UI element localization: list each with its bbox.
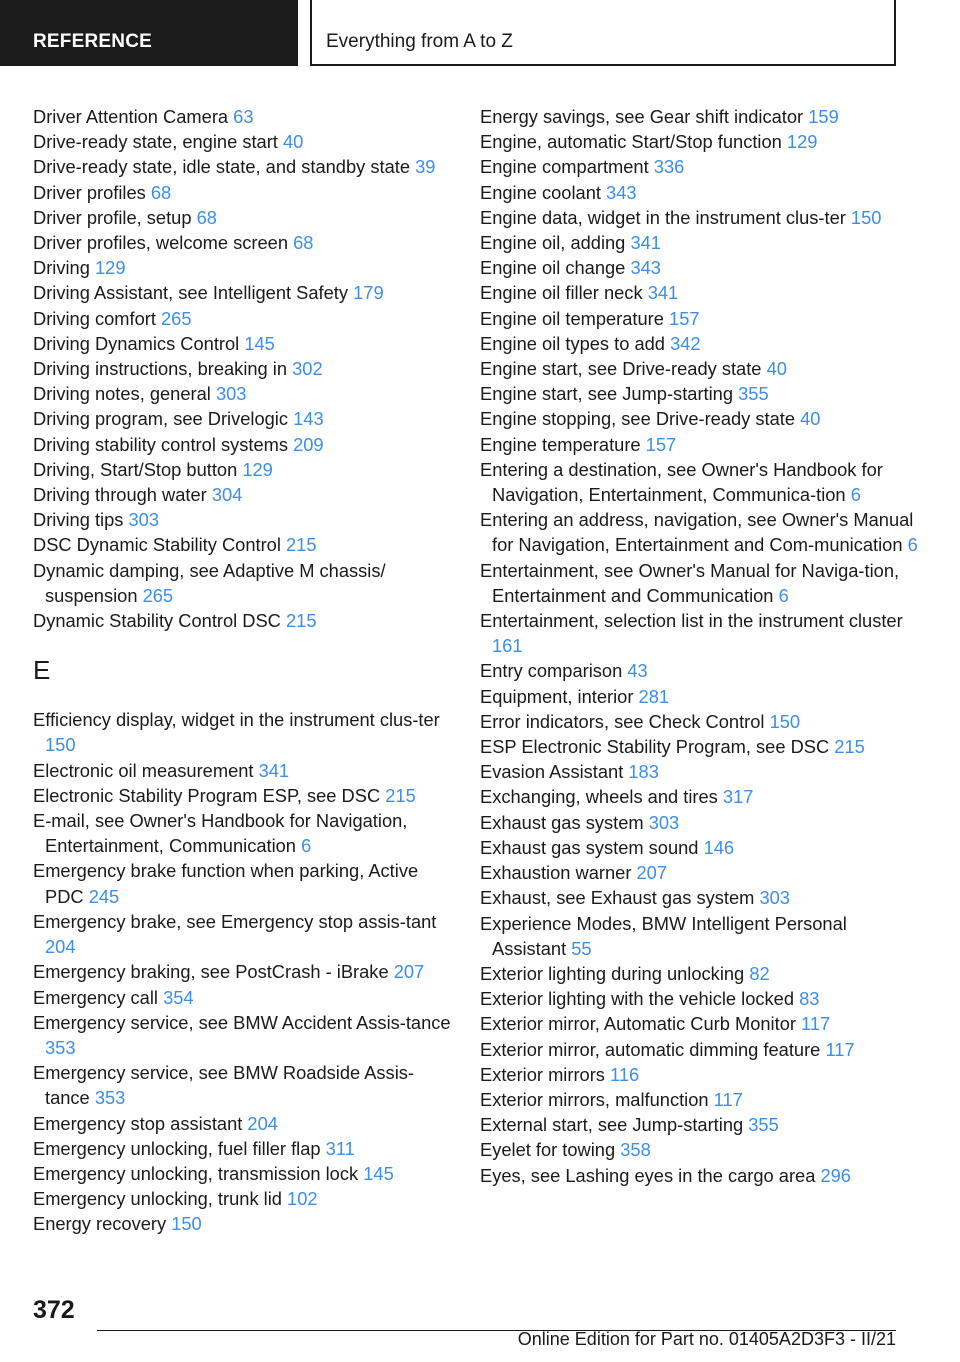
page-link[interactable]: 204 [45, 936, 76, 958]
page-link[interactable]: 68 [196, 206, 217, 228]
index-entry [480, 684, 920, 709]
page-link[interactable]: 358 [620, 1139, 651, 1161]
index-entry [33, 1010, 453, 1060]
page-link[interactable]: 39 [415, 156, 436, 178]
index-entry [33, 432, 453, 457]
page-link[interactable]: 43 [627, 660, 648, 682]
chapter-title: Everything from A to Z [310, 0, 896, 66]
index-entry [33, 356, 453, 381]
entry-text: Driving program, see Drivelogic [33, 408, 289, 430]
index-list-right [480, 104, 920, 1188]
page-link[interactable]: 63 [233, 106, 254, 127]
index-entry [480, 356, 920, 381]
entry-text: E-mail, see Owner's Handbook for Navigation, Entertainment, Communication [33, 810, 408, 857]
index-entry [480, 306, 920, 331]
index-entry [33, 180, 453, 205]
entry-text: Emergency call [33, 986, 158, 1008]
index-entry [33, 959, 453, 984]
index-entry [33, 331, 453, 356]
index-entry [480, 255, 920, 280]
page-link[interactable]: 355 [738, 383, 769, 405]
entry-text: Driving stability control systems [33, 433, 288, 455]
index-entry [33, 1211, 453, 1236]
entry-text: Exchanging, wheels and tires [480, 786, 718, 808]
page-link[interactable]: 304 [211, 484, 243, 506]
entry-text: Engine, automatic Start/Stop function [480, 131, 782, 153]
page-link[interactable]: 102 [287, 1188, 318, 1210]
index-entry [33, 1136, 453, 1161]
index-entry [480, 658, 920, 683]
page-link[interactable]: 55 [571, 937, 592, 959]
entry-text: Engine start, see Drive-ready state [480, 358, 762, 380]
index-entry [33, 457, 453, 482]
entry-text: Emergency service, see BMW Accident Assis-tance [33, 1011, 451, 1033]
entry-text: Experience Modes, BMW Intelligent Personal Assistant [480, 912, 847, 959]
entry-text: Drive-ready state, engine start [33, 131, 278, 153]
entry-text: Driving instructions, breaking in [33, 358, 288, 380]
page-link[interactable]: 303 [759, 887, 790, 909]
page-link[interactable]: 215 [285, 610, 317, 632]
index-entry [33, 1060, 453, 1110]
index-entry [480, 860, 920, 885]
page-link[interactable]: 40 [282, 131, 304, 153]
index-entry [480, 104, 920, 129]
page-link[interactable]: 245 [88, 885, 120, 907]
page-number: 372 [33, 1296, 75, 1324]
page-link[interactable]: 82 [749, 962, 770, 984]
page-link[interactable]: 129 [242, 458, 273, 480]
index-column-left [33, 104, 453, 1237]
entry-text: Entertainment, see Owner's Manual for Naviga-tion, Entertainment and Communication [480, 559, 900, 606]
page-link[interactable]: 204 [247, 1112, 278, 1134]
entry-text: Driving tips [33, 509, 124, 531]
index-entry [480, 1062, 920, 1087]
index-entry [33, 381, 453, 406]
index-entry [480, 180, 920, 205]
entry-text: Engine start, see Jump-starting [480, 383, 734, 405]
index-entry [33, 129, 453, 154]
entry-text: Engine oil, adding [480, 232, 626, 254]
index-entry [480, 331, 920, 356]
page-link[interactable]: 116 [610, 1063, 640, 1085]
entry-text: ESP Electronic Stability Program, see DSC [480, 736, 830, 758]
index-entry [480, 129, 920, 154]
entry-text: Engine coolant [480, 181, 601, 203]
page-link[interactable]: 336 [653, 156, 685, 178]
index-entry [33, 205, 453, 230]
page-link[interactable]: 341 [647, 282, 679, 304]
page-link[interactable]: 6 [850, 484, 861, 506]
index-entry [33, 858, 453, 908]
entry-text: Emergency brake function when parking, Active PDC [33, 860, 419, 907]
entry-text: Energy recovery [33, 1213, 167, 1235]
index-entry [480, 1037, 920, 1062]
page-link[interactable]: 179 [353, 282, 384, 304]
index-entry [480, 961, 920, 986]
page-link[interactable]: 215 [385, 784, 416, 806]
index-entry [33, 1186, 453, 1211]
entry-text: Emergency braking, see PostCrash - iBrake [33, 961, 389, 983]
index-entry [480, 986, 920, 1011]
page-link[interactable]: 311 [325, 1137, 355, 1159]
entry-text: Eyes, see Lashing eyes in the cargo area [480, 1164, 816, 1186]
entry-text: Driver profiles [33, 181, 146, 203]
entry-text: Emergency unlocking, trunk lid [33, 1188, 282, 1210]
entry-text: Error indicators, see Check Control [480, 710, 765, 732]
index-entry [33, 558, 453, 608]
entry-text: Exterior mirror, Automatic Curb Monitor [480, 1013, 796, 1035]
page-link[interactable]: 296 [820, 1164, 851, 1186]
index-entry [33, 280, 453, 305]
index-entry [480, 885, 920, 910]
index-entry [480, 406, 920, 431]
entry-text: Drive-ready state, idle state, and standby state [33, 156, 410, 178]
index-entry [480, 230, 920, 255]
page-link[interactable]: 68 [150, 181, 172, 203]
entry-text: Driving Assistant, see Intelligent Safety [33, 282, 349, 304]
entry-text: Entertainment, selection list in the instrument cluster [480, 610, 903, 632]
page-link[interactable]: 209 [293, 433, 324, 455]
index-entry [480, 1137, 920, 1162]
index-letter-heading: E [33, 655, 51, 686]
index-entry [33, 1111, 453, 1136]
index-entry [33, 608, 453, 633]
page-link[interactable]: 117 [825, 1038, 855, 1060]
entry-text: Driver profile, setup [33, 206, 192, 228]
page-link[interactable]: 83 [799, 988, 820, 1010]
entry-text: Driving [33, 257, 90, 279]
index-entry [33, 306, 453, 331]
entry-text: Driving, Start/Stop button [33, 458, 238, 480]
page-link[interactable]: 341 [630, 232, 661, 254]
entry-text: Energy savings, see Gear shift indicator [480, 106, 804, 127]
page-link[interactable]: 129 [786, 131, 818, 153]
page-link[interactable]: 161 [492, 635, 523, 657]
index-entry [33, 909, 453, 959]
entry-text: Exterior mirror, automatic dimming feature [480, 1038, 821, 1060]
index-entry [480, 734, 920, 759]
page-link[interactable]: 207 [393, 961, 425, 983]
entry-text: DSC Dynamic Stability Control [33, 534, 281, 556]
page-link[interactable]: 68 [293, 232, 314, 254]
index-entry [480, 835, 920, 860]
index-entry [33, 255, 453, 280]
page-link[interactable]: 281 [638, 685, 670, 707]
entry-text: Engine stopping, see Drive-ready state [480, 408, 796, 430]
page-link[interactable]: 6 [301, 835, 312, 857]
index-entry [480, 911, 920, 961]
page-link[interactable]: 6 [907, 534, 918, 556]
entry-text: Emergency unlocking, fuel filler flap [33, 1137, 321, 1159]
entry-text: Eyelet for towing [480, 1139, 616, 1161]
page-link[interactable]: 146 [703, 836, 735, 858]
entry-text: Efficiency display, widget in the instrument clus-ter [33, 709, 440, 731]
index-entry [480, 205, 920, 230]
entry-text: Engine oil filler neck [480, 282, 643, 304]
page-link[interactable]: 129 [94, 257, 126, 279]
entry-text: Exhaustion warner [480, 862, 632, 884]
page-link[interactable]: 317 [722, 786, 754, 808]
entry-text: Emergency unlocking, transmission lock [33, 1162, 359, 1184]
index-entry [33, 154, 453, 179]
edition-note: Online Edition for Part no. 01405A2D3F3 - II/21 [517, 1329, 896, 1349]
index-entry [480, 1011, 920, 1036]
index-entry [480, 558, 920, 608]
page-link[interactable]: 353 [94, 1087, 126, 1109]
index-entry [480, 1112, 920, 1137]
index-entry [480, 1087, 920, 1112]
page-header [0, 0, 960, 66]
entry-text: Emergency stop assistant [33, 1112, 243, 1134]
entry-text: Engine temperature [480, 433, 641, 455]
entry-text: Engine compartment [480, 156, 649, 178]
page-link[interactable]: 207 [636, 862, 668, 884]
page-link[interactable]: 150 [171, 1213, 202, 1235]
page-link[interactable]: 343 [606, 181, 637, 203]
section-tab: REFERENCE [0, 0, 298, 66]
entry-text: Engine oil temperature [480, 307, 664, 329]
entry-text: Exterior lighting during unlocking [480, 962, 745, 984]
entry-text: Driving through water [33, 484, 207, 506]
entry-text: Driver Attention Camera [33, 106, 229, 127]
page-link[interactable]: 40 [766, 358, 787, 380]
entry-text: External start, see Jump-starting [480, 1114, 744, 1136]
entry-text: Exterior mirrors [480, 1063, 605, 1085]
page-link[interactable]: 303 [648, 811, 680, 833]
page-link[interactable]: 354 [163, 986, 194, 1008]
entry-text: Emergency brake, see Emergency stop assis-tant [33, 910, 437, 932]
entry-text: Dynamic Stability Control DSC [33, 610, 281, 632]
page-link[interactable]: 215 [834, 736, 865, 758]
page-link[interactable]: 183 [628, 761, 659, 783]
index-entry [33, 707, 453, 757]
page-link[interactable]: 342 [670, 332, 701, 354]
page-link[interactable]: 145 [244, 332, 275, 354]
index-entry [33, 230, 453, 255]
page-link[interactable]: 145 [363, 1162, 394, 1184]
entry-text: Driving comfort [33, 307, 156, 329]
entry-text: Driver profiles, welcome screen [33, 232, 289, 254]
page-link[interactable]: 150 [769, 710, 801, 732]
index-entry [480, 280, 920, 305]
entry-text: Entering an address, navigation, see Owner's Manual for Navigation, Entertainment and Com-munication [480, 509, 914, 556]
entry-text: Exhaust gas system sound [480, 836, 699, 858]
page-link[interactable]: 157 [669, 307, 700, 329]
entry-text: Exhaust, see Exhaust gas system [480, 887, 755, 909]
index-entry [33, 406, 453, 431]
page-link[interactable]: 341 [258, 759, 290, 781]
index-entry [480, 608, 920, 658]
index-entry [480, 709, 920, 734]
index-entry [480, 381, 920, 406]
index-entry [33, 758, 453, 783]
entry-text: Engine data, widget in the instrument clus-ter [480, 206, 846, 228]
page-link[interactable]: 6 [778, 584, 789, 606]
page-link[interactable]: 302 [292, 358, 323, 380]
page-link[interactable]: 215 [285, 534, 317, 556]
index-entry [480, 759, 920, 784]
page-link[interactable]: 150 [45, 734, 76, 756]
entry-text: Emergency service, see BMW Roadside Assis-tance [33, 1062, 414, 1109]
index-entry [480, 507, 920, 557]
index-entry [33, 1161, 453, 1186]
index-entry [33, 104, 453, 129]
page-link[interactable]: 143 [293, 408, 324, 430]
index-column-right [480, 104, 920, 1188]
entry-text: Equipment, interior [480, 685, 634, 707]
index-list-e [33, 707, 453, 1236]
index-entry [480, 1163, 920, 1188]
page-link[interactable]: 157 [645, 433, 677, 455]
index-entry [33, 985, 453, 1010]
page-link[interactable]: 40 [800, 408, 821, 430]
entry-text: Engine oil types to add [480, 332, 665, 354]
entry-text: Entering a destination, see Owner's Handbook for Navigation, Entertainment, Communica-tion [480, 458, 883, 506]
entry-text: Driving notes, general [33, 383, 211, 405]
index-entry [33, 507, 453, 532]
entry-text: Engine oil change [480, 257, 626, 279]
page-link[interactable]: 355 [748, 1114, 779, 1136]
page-link[interactable]: 159 [808, 106, 839, 127]
page-link[interactable]: 117 [713, 1088, 743, 1110]
entry-text: Entry comparison [480, 660, 623, 682]
index-entry [480, 784, 920, 809]
page-link[interactable]: 117 [801, 1013, 831, 1035]
page-link[interactable]: 303 [128, 509, 160, 531]
entry-text: Exhaust gas system [480, 811, 644, 833]
index-entry [480, 432, 920, 457]
entry-text: Dynamic damping, see Adaptive M chassis/ suspension [33, 559, 386, 606]
page-link[interactable]: 353 [45, 1036, 76, 1058]
entry-text: Evasion Assistant [480, 761, 624, 783]
entry-text: Exterior mirrors, malfunction [480, 1088, 709, 1110]
page-link[interactable]: 265 [161, 307, 192, 329]
entry-text: Electronic Stability Program ESP, see DSC [33, 784, 381, 806]
entry-text: Exterior lighting with the vehicle locked [480, 988, 794, 1010]
index-entry [33, 532, 453, 557]
index-list-d [33, 104, 453, 633]
index-entry [480, 154, 920, 179]
entry-text: Driving Dynamics Control [33, 332, 240, 354]
entry-text: Electronic oil measurement [33, 759, 254, 781]
page-link[interactable]: 150 [850, 206, 882, 228]
index-entry [33, 808, 453, 858]
page-link[interactable]: 303 [215, 383, 247, 405]
index-entry [480, 810, 920, 835]
page-link[interactable]: 343 [630, 257, 661, 279]
page-link[interactable]: 265 [142, 584, 174, 606]
index-entry [33, 482, 453, 507]
index-entry [480, 457, 920, 507]
index-entry [33, 783, 453, 808]
